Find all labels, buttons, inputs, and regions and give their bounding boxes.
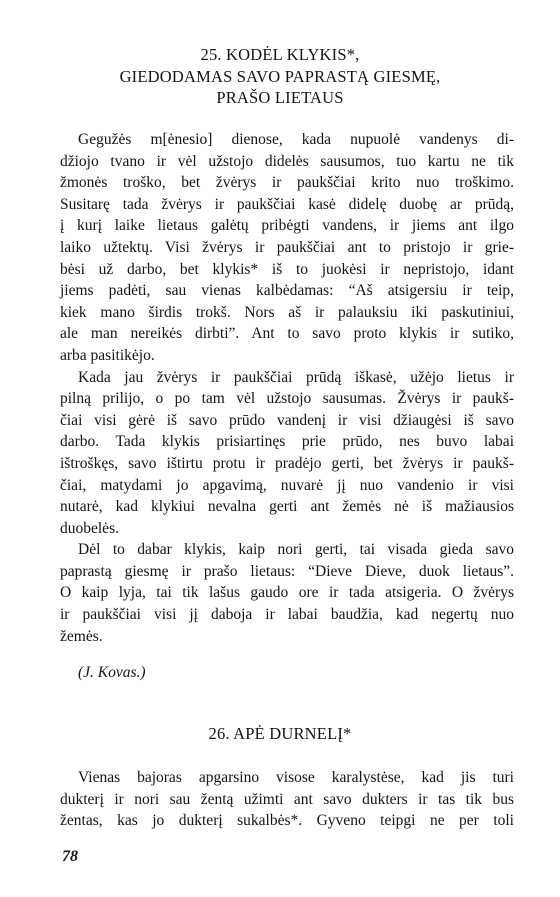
text-line: bėsi už darbo, bet klykis* iš to juokėsi ir nepristojo, idant: [60, 260, 514, 278]
title-line: GIEDODAMAS SAVO PAPRASTĄ GIESMĘ,: [119, 66, 441, 86]
text-line: žentas, kas jo dukterį sukalbės*. Gyveno teipgi ne per toli: [60, 812, 514, 830]
text-line: Susitarę tada žvėrys ir paukščiai kasė didelę duobę ar prūdą,: [60, 195, 514, 213]
text-line: ištroškęs, savo ištirtu protu ir pradėjo gerti, bet žvėrys ir paukš-: [60, 454, 514, 472]
text-line: arba pasitikėjo.: [60, 346, 155, 364]
text-line: ir paukščiai visi jį daboja ir labai baudžia, kad negertų nuo: [60, 606, 514, 624]
page-number: 78: [62, 848, 78, 865]
text-line: Vienas bajoras apgarsino visose karalystėse, kad jis turi: [78, 769, 514, 786]
text-line: nutarė, kad klykiui nevalna gerti ant žemės nė iš mažiausios: [60, 498, 514, 516]
title-line: PRAŠO LIETAUS: [216, 88, 344, 107]
text-line: darbo. Tada klykis prisiartinęs prie prūdo, nes buvo labai: [60, 433, 514, 451]
text-line: čiai visi gėrė iš savo prūdo vandenį ir visi džiaugėsi iš savo: [60, 411, 514, 429]
text-line: pilną prilijo, o po tam vėl užstojo sausumas. Žvėrys ir paukš-: [60, 390, 514, 408]
text-line: džiojo tvano ir vėl užstojo didelės sausumos, tuo kartu ne tik: [60, 152, 514, 170]
title-line: 26. APĖ DURNELĮ*: [208, 724, 352, 743]
story-26-text: [60, 767, 514, 832]
text-line: Dėl to dabar klykis, kaip nori gerti, tai visada gieda savo: [78, 541, 514, 559]
text-line: ale man nereikės dirbti”. Ant to savo proto klykis ir sutiko,: [60, 325, 514, 343]
text-line: čiai, matydami jo apgavimą, nuvarė jį nuo vandenio ir visi: [60, 476, 514, 494]
text-line: O kaip lyja, tai tik lašus gaudo ore ir tada atsigeria. O žvėrys: [60, 584, 514, 602]
text-line: duobelės.: [60, 519, 119, 537]
text-line: dukterį ir nori sau žentą užimti ant savo dukters ir tas tik bus: [60, 790, 514, 808]
text-line: kiek mano širdis trokš. Nors aš ir palauksiu iki paskutiniui,: [60, 303, 514, 321]
section-title-25: [60, 44, 500, 109]
text-line: Kada jau žvėrys ir paukščiai prūdą iškasė, užėjo lietus ir: [78, 368, 514, 386]
title-line: 25. KODĖL KLYKIS*,: [200, 45, 360, 64]
text-line: į kurį laike lietaus galėtų pribėgti vandens, ir jiems ant ilgo: [60, 217, 514, 235]
text-line: žemės.: [60, 627, 103, 645]
story-25-text: [60, 129, 514, 647]
text-line: paprastą giesmę ir prašo lietaus: “Dieve Dieve, duok lietaus”.: [60, 562, 514, 580]
text-line: žmonės troško, bet žvėrys ir paukščiai krito nuo troškimo.: [60, 174, 514, 192]
text-line: Gegužės m[ėnesio] dienose, kada nupuolė vandenys di-: [78, 131, 514, 148]
section-title-26: [60, 723, 500, 745]
text-line: laiko užtektų. Visi žvėrys ir paukščiai ant to pristojo ir grie-: [60, 238, 514, 256]
story-25-attribution: (J. Kovas.): [78, 664, 146, 681]
text-line: jiems padėti, sau vienas kalbėdamas: “Aš atsigersiu ir teip,: [60, 282, 514, 300]
